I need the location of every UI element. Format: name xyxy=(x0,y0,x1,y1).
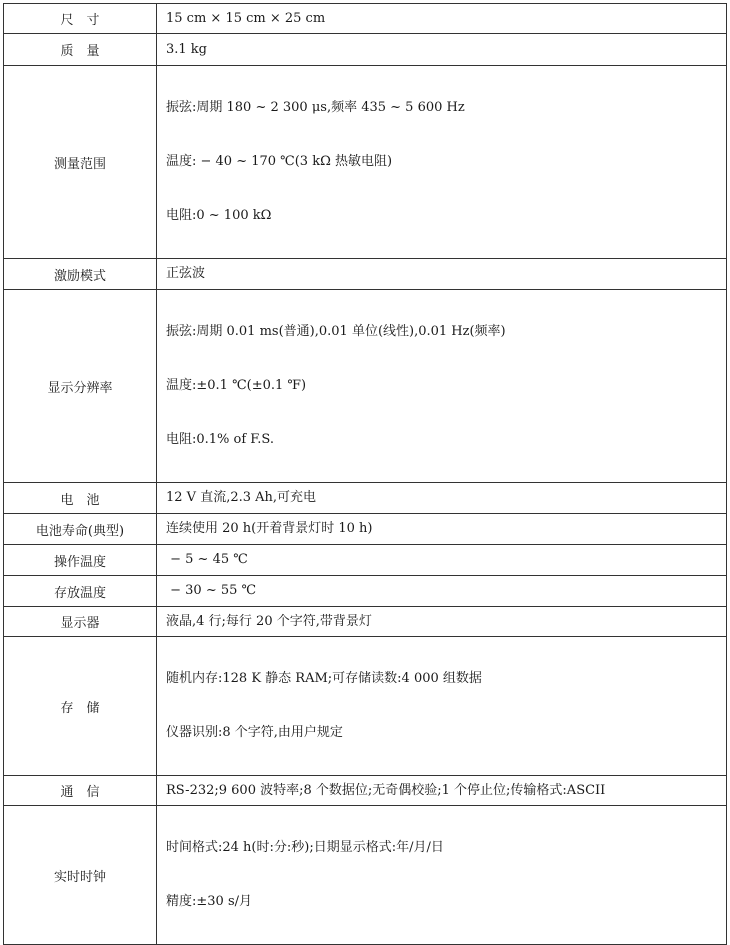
value-line: 连续使用 20 h(开着背景灯时 10 h) xyxy=(166,521,373,536)
table-row xyxy=(4,607,727,637)
row-value xyxy=(157,4,727,34)
table-row xyxy=(4,259,727,290)
row-label: 显示分辨率 xyxy=(4,290,157,483)
row-label: 质 量 xyxy=(4,34,157,66)
value-line: 电阻:0 ~ 100 kΩ xyxy=(166,208,272,223)
row-value xyxy=(157,290,727,483)
value-line: 3.1 kg xyxy=(166,41,208,57)
row-label: 实时时钟 xyxy=(4,806,157,945)
value-line: 振弦:周期 180 ~ 2 300 μs,频率 435 ~ 5 600 Hz xyxy=(166,100,465,115)
value-line: − 30 ~ 55 ℃ xyxy=(166,583,257,598)
table-row xyxy=(4,514,727,545)
value-line: 电阻:0.1% of F.S. xyxy=(166,432,275,447)
row-value xyxy=(157,607,727,637)
row-label: 激励模式 xyxy=(4,259,157,290)
specifications-table xyxy=(3,3,727,945)
value-line: 振弦:周期 0.01 ms(普通),0.01 单位(线性),0.01 Hz(频率) xyxy=(166,324,506,339)
value-line: 正弦波 xyxy=(166,266,206,281)
table-row xyxy=(4,290,727,483)
value-line: 精度:±30 s/月 xyxy=(166,894,252,909)
value-line: 15 cm × 15 cm × 25 cm xyxy=(166,10,326,26)
table-row xyxy=(4,637,727,776)
value-line: 温度: − 40 ~ 170 ℃(3 kΩ 热敏电阻) xyxy=(166,154,393,169)
row-value xyxy=(157,259,727,290)
value-line: 液晶,4 行;每行 20 个字符,带背景灯 xyxy=(166,613,372,629)
value-line: RS-232;9 600 波特率;8 个数据位;无奇偶校验;1 个停止位;传输格式:ASCII xyxy=(166,782,606,798)
row-label: 测量范围 xyxy=(4,66,157,259)
row-label: 存 储 xyxy=(4,637,157,776)
row-value xyxy=(157,776,727,806)
table-row xyxy=(4,776,727,806)
table-row xyxy=(4,576,727,607)
value-line: 随机内存:128 K 静态 RAM;可存储读数:4 000 组数据 xyxy=(166,671,482,686)
table-row xyxy=(4,483,727,514)
table-row xyxy=(4,4,727,34)
row-label: 显示器 xyxy=(4,607,157,637)
row-value xyxy=(157,66,727,259)
table-row xyxy=(4,34,727,66)
row-label: 存放温度 xyxy=(4,576,157,607)
value-line: 12 V 直流,2.3 Ah,可充电 xyxy=(166,490,317,505)
value-line: 温度:±0.1 ℃(±0.1 ℉) xyxy=(166,378,307,393)
row-label: 电池寿命(典型) xyxy=(4,514,157,545)
row-label: 尺 寸 xyxy=(4,4,157,34)
row-label: 通 信 xyxy=(4,776,157,806)
row-value xyxy=(157,576,727,607)
row-value xyxy=(157,514,727,545)
row-value xyxy=(157,806,727,945)
row-label: 电 池 xyxy=(4,483,157,514)
value-line: 仪器识别:8 个字符,由用户规定 xyxy=(166,725,343,740)
row-value xyxy=(157,483,727,514)
table-row xyxy=(4,66,727,259)
row-value xyxy=(157,637,727,776)
row-label: 操作温度 xyxy=(4,545,157,576)
table-row xyxy=(4,806,727,945)
row-value xyxy=(157,34,727,66)
value-line: − 5 ~ 45 ℃ xyxy=(166,552,248,567)
value-line: 时间格式:24 h(时:分:秒);日期显示格式:年/月/日 xyxy=(166,840,444,855)
